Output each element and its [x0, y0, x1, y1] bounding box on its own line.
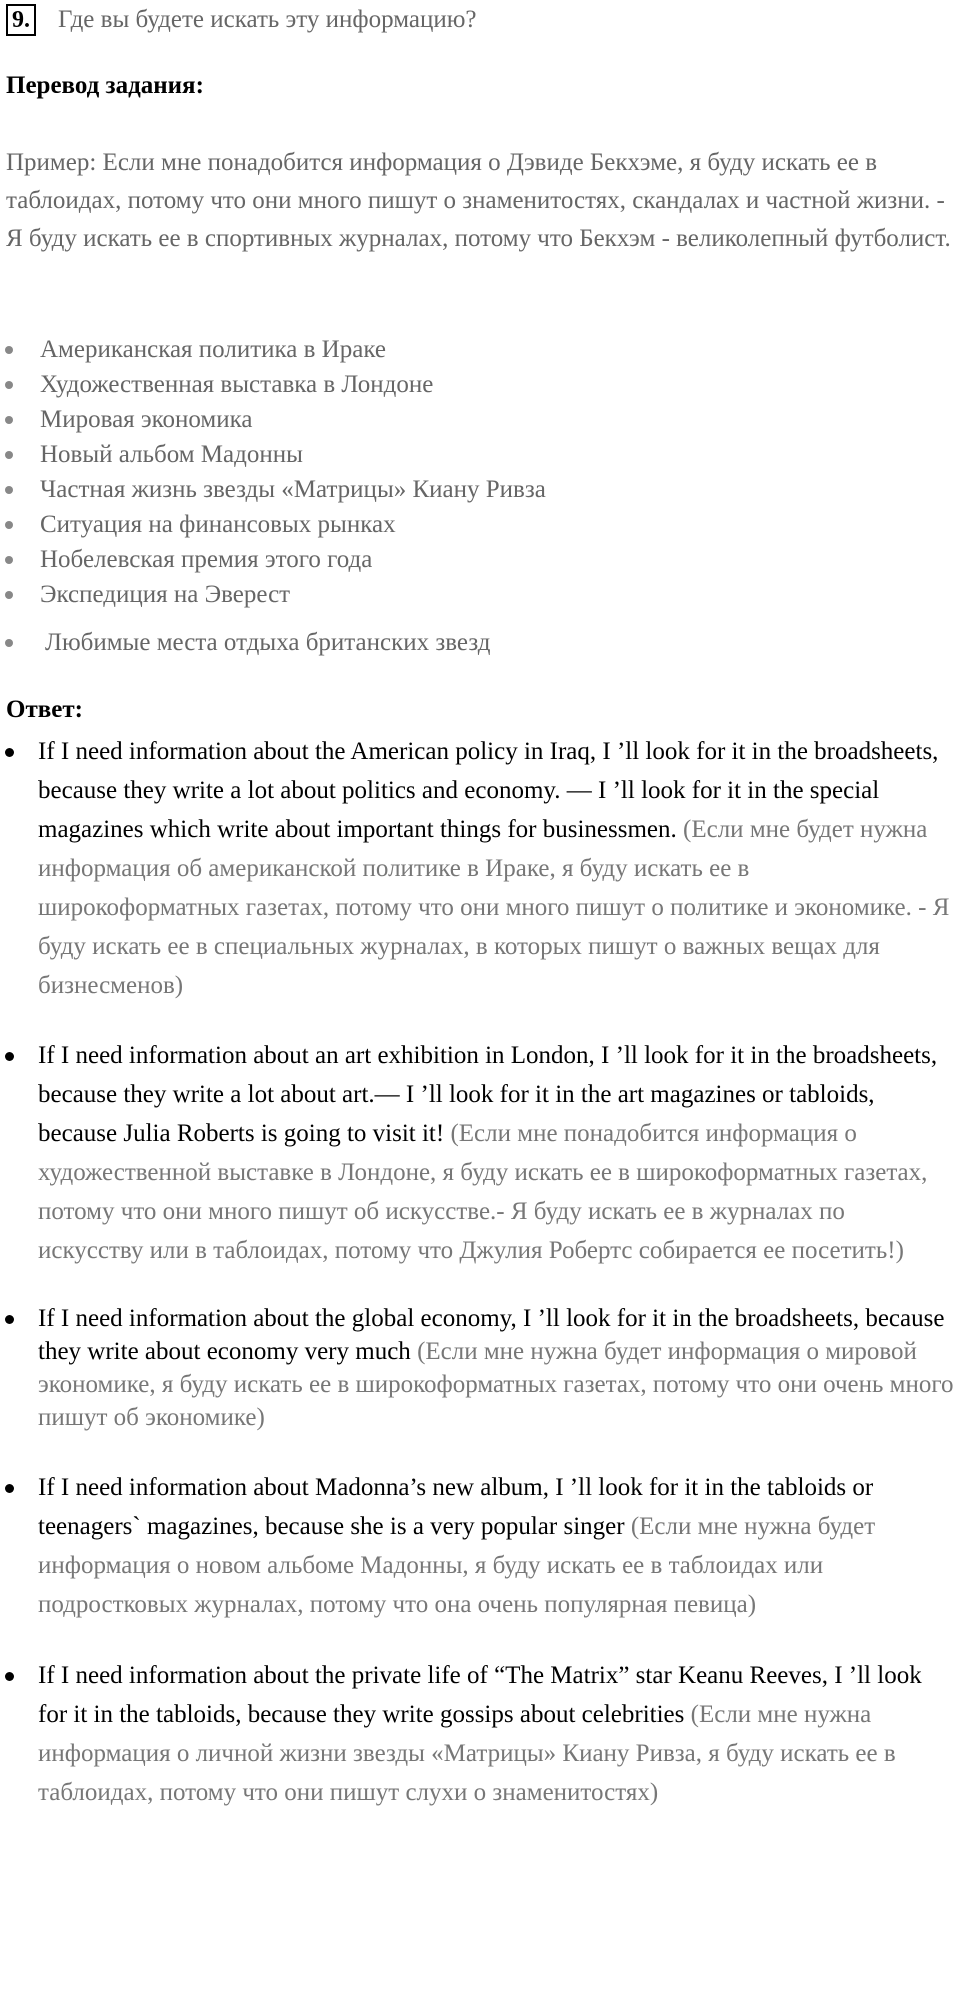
answer-item: [0, 1302, 960, 1434]
topic-item: Мировая экономика: [0, 402, 940, 437]
task-question: Где вы будете искать эту информацию?: [58, 6, 477, 33]
answer-russian: (Если мне понадобится информация о художественной выставке в Лондоне, я буду искать ее в широкоформатных газетах, потому что они много пишут об искусстве.- Я буду искать ее в журналах по искусству или в таблоидах, потому что Джулия Робертс собирается ее посетить!): [38, 1120, 928, 1264]
bullet-icon: [5, 639, 13, 647]
answer-english: If I need information about the global economy, I ’ll look for it in the broadsheets, because they write about economy very much: [38, 1305, 945, 1365]
topic-item: Новый альбом Мадонны: [0, 437, 940, 472]
answer-item: [0, 1468, 960, 1624]
answer-item: [0, 732, 960, 1005]
bullet-icon: [5, 748, 14, 757]
bullet-icon: [5, 1484, 14, 1493]
answer-russian: (Если мне нужна будет информация о новом альбоме Мадонны, я буду искать ее в таблоидах или подростковых журналах, потому что она очень популярная певица): [38, 1513, 876, 1618]
answer-heading: Ответ:: [6, 696, 83, 723]
answer-item: [0, 1656, 960, 1812]
bullet-icon: [5, 1052, 14, 1061]
bullet-icon: [5, 381, 13, 389]
answer-russian: (Если мне будет нужна информация об американской политике в Ираке, я буду искать ее в широкоформатных газетах, потому что они много пишут о политике и экономике. - Я буду искать ее в специальных журналах, в которых пишут о важных вещах для бизнесменов): [38, 816, 950, 999]
task-header: [6, 4, 476, 36]
bullet-icon: [5, 1315, 14, 1324]
topic-list: [0, 332, 940, 660]
answer-russian: (Если мне нужна информация о личной жизни звезды «Матрицы» Киану Ривза, я буду искать ее в таблоидах, потому что они пишут слухи о знаменитостях): [38, 1701, 896, 1806]
answer-russian: (Если мне нужна будет информация о мировой экономике, я буду искать ее в широкоформатных газетах, потому что они очень много пишут об экономике): [38, 1338, 954, 1431]
topic-item: Нобелевская премия этого года: [0, 542, 940, 577]
answer-english: If I need information about the American policy in Iraq, I ’ll look for it in the broadsheets, because they write a lot about politics and economy. — I ’ll look for it in the special magazines which write about important things for businessmen.: [38, 738, 939, 843]
bullet-icon: [5, 416, 13, 424]
answer-list: [0, 732, 960, 1812]
translation-heading: Перевод задания:: [6, 72, 204, 99]
answer-english: If I need information about an art exhibition in London, I ’ll look for it in the broadsheets, because they write a lot about art.— I ’ll look for it in the art magazines or tabloids, because Julia Roberts is going to visit it!: [38, 1042, 938, 1147]
topic-item: Американская политика в Ираке: [0, 332, 940, 367]
bullet-icon: [5, 591, 13, 599]
bullet-icon: [5, 346, 13, 354]
answer-english: If I need information about Madonna’s new album, I ’ll look for it in the tabloids or teenagers` magazines, because she is a very popular singer: [38, 1474, 874, 1540]
example-text: Пример: Если мне понадобится информация о Дэвиде Бекхэме, я буду искать ее в таблоидах, потому что они много пишут о знаменитостях, скандалах и частной жизни. - Я буду искать ее в спортивных журналах, потому что Бекхэм - великолепный футболист.: [6, 149, 951, 252]
topic-item: Экспедиция на Эверест: [0, 577, 940, 612]
topic-item: Ситуация на финансовых рынках: [0, 507, 940, 542]
answer-item: [0, 1036, 960, 1270]
bullet-icon: [5, 556, 13, 564]
task-number: 9.: [6, 4, 36, 36]
topic-item: Художественная выставка в Лондоне: [0, 367, 940, 402]
topic-item: Частная жизнь звезды «Матрицы» Киану Ривза: [0, 472, 940, 507]
topic-item: Любимые места отдыха британских звезд: [0, 625, 940, 660]
answer-english: If I need information about the private life of “The Matrix” star Keanu Reeves, I ’ll look for it in the tabloids, because they write gossips about celebrities: [38, 1662, 922, 1728]
bullet-icon: [5, 1672, 14, 1681]
bullet-icon: [5, 486, 13, 494]
bullet-icon: [5, 521, 13, 529]
bullet-icon: [5, 451, 13, 459]
